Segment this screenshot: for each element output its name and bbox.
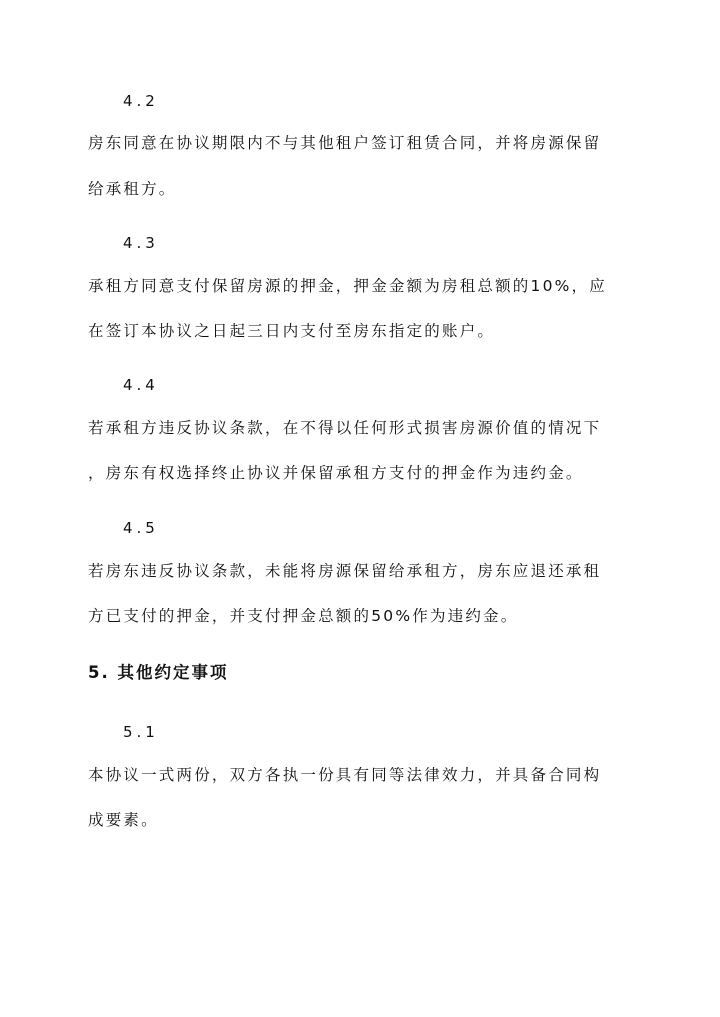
clause-number-4-5: 4.5 [123, 519, 159, 537]
clause-5-1-line-2: 成要素。 [88, 811, 159, 829]
clause-number-5-1: 5.1 [123, 723, 159, 741]
clause-4-3-line-2: 在签订本协议之日起三日内支付至房东指定的账户。 [88, 322, 496, 340]
section-5-heading: 5. 其他约定事项 [88, 663, 229, 682]
clause-4-2-line-2: 给承租方。 [88, 180, 177, 198]
clause-4-5-line-2: 方已支付的押金，并支付押金总额的50%作为违约金。 [88, 607, 519, 625]
clause-number-4-3: 4.3 [123, 234, 159, 252]
clause-4-4-line-1: 若承租方违反协议条款，在不得以任何形式损害房源价值的情况下 [88, 419, 602, 437]
clause-number-4-4: 4.4 [123, 376, 159, 394]
clause-4-3-line-1: 承租方同意支付保留房源的押金，押金金额为房租总额的10%，应 [88, 277, 607, 295]
clause-4-4-line-2: ，房东有权选择终止协议并保留承租方支付的押金作为违约金。 [88, 464, 584, 482]
clause-5-1-line-1: 本协议一式两份，双方各执一份具有同等法律效力，并具备合同构 [88, 766, 602, 784]
clause-number-4-2: 4.2 [123, 92, 159, 110]
clause-4-5-line-1: 若房东违反协议条款，未能将房源保留给承租方，房东应退还承租 [88, 562, 602, 580]
clause-4-2-line-1: 房东同意在协议期限内不与其他租户签订租赁合同，并将房源保留 [88, 134, 602, 152]
